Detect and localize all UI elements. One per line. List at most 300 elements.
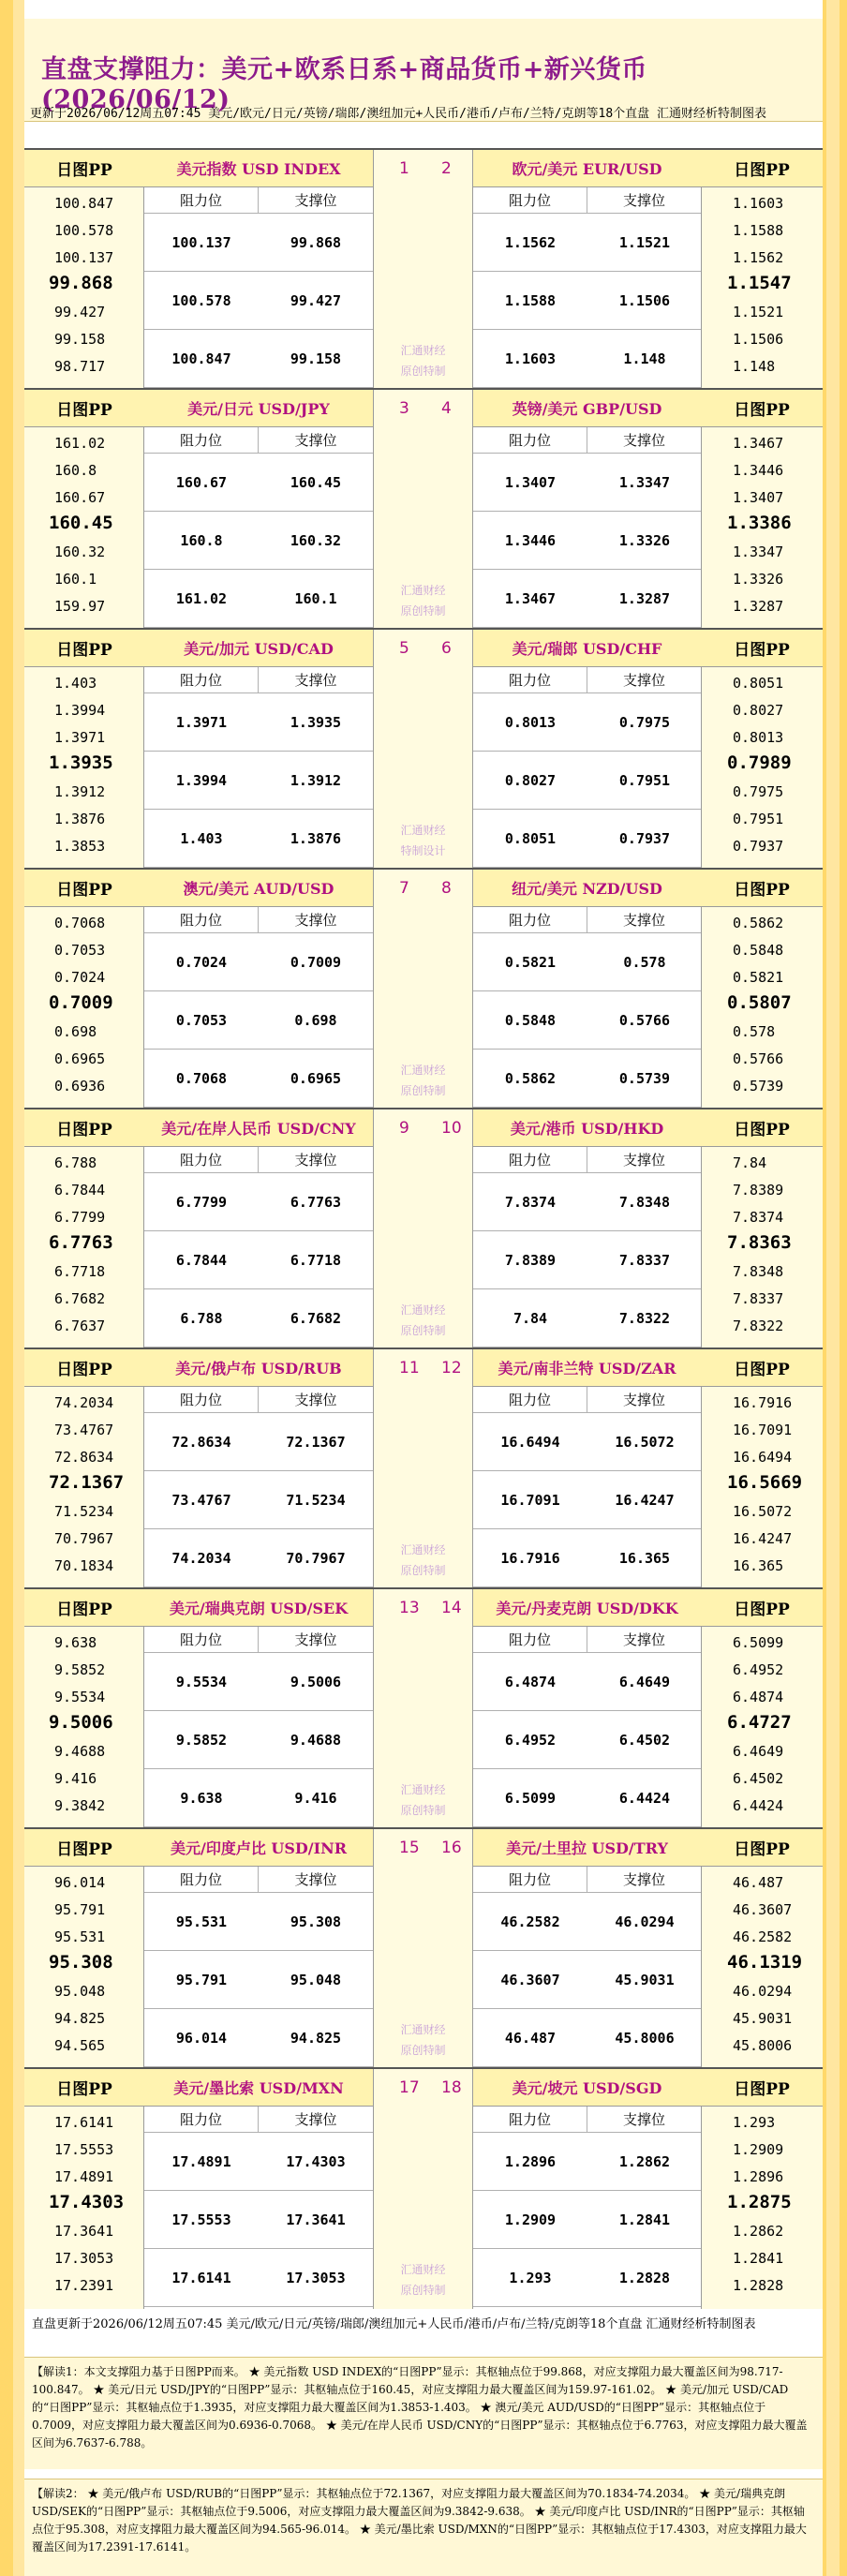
pp-header: 日图PP [701, 390, 823, 427]
support-value: 160.1 [294, 590, 337, 607]
support-value: 9.5006 [290, 1674, 342, 1690]
pair-block [24, 1108, 823, 1348]
pp-level: 9.5006 [49, 1712, 113, 1733]
watermark-text: 原创特制 [400, 2044, 446, 2057]
pp-level: 1.3971 [54, 729, 106, 746]
resistance-value: 160.8 [180, 532, 223, 549]
pair-number: 6 [441, 639, 452, 658]
support-value: 95.048 [290, 1972, 342, 1988]
resistance-header: 阻力位 [144, 2107, 259, 2133]
resistance-value: 1.403 [180, 830, 223, 847]
pp-level: 9.416 [54, 1770, 97, 1787]
pp-level: 16.5072 [733, 1503, 793, 1520]
resistance-value: 6.7844 [175, 1252, 228, 1269]
pair-name: 美元/日元 USD/JPY [144, 390, 373, 427]
pp-level: 1.1562 [733, 249, 784, 266]
resistance-value: 6.4952 [504, 1732, 557, 1749]
support-value: 0.7951 [618, 772, 671, 789]
pp-level: 0.5848 [733, 942, 784, 959]
support-value: 16.5072 [615, 1434, 675, 1451]
support-value: 1.2828 [618, 2270, 671, 2286]
pp-level: 1.3467 [733, 435, 784, 452]
watermark-text: 原创特制 [400, 365, 446, 378]
support-value: 99.427 [290, 292, 342, 309]
support-value: 99.158 [290, 350, 342, 367]
pp-level: 0.7053 [54, 942, 106, 959]
pp-level: 1.2841 [733, 2250, 784, 2267]
pp-level: 0.698 [54, 1023, 97, 1040]
pp-level: 0.8027 [733, 702, 784, 719]
pp-header: 日图PP [24, 1589, 144, 1627]
pp-level: 99.158 [54, 331, 106, 348]
pair-block [24, 1348, 823, 1587]
pp-level: 9.638 [54, 1634, 97, 1651]
pp-level: 95.531 [54, 1928, 106, 1945]
support-value: 16.365 [618, 1550, 671, 1567]
pp-level: 1.1521 [733, 304, 784, 320]
pp-level: 0.7024 [54, 969, 106, 986]
watermark-text: 汇通财经 [400, 584, 446, 597]
pp-level: 7.8389 [733, 1182, 784, 1199]
pp-level: 98.717 [54, 358, 106, 375]
pp-level: 1.293 [733, 2114, 776, 2131]
pair-number: 15 [399, 1839, 420, 1857]
watermark-text: 原创特制 [400, 1324, 446, 1337]
pp-level: 6.4874 [733, 1689, 784, 1705]
pp-level: 7.84 [733, 1154, 767, 1171]
pp-level: 9.5534 [54, 1689, 106, 1705]
support-value: 1.3935 [290, 714, 342, 731]
support-header: 支撑位 [259, 2107, 373, 2133]
pp-level: 16.6494 [733, 1449, 793, 1466]
support-value: 17.3053 [286, 2270, 346, 2286]
pp-level: 17.5553 [54, 2141, 114, 2158]
resistance-value: 1.3446 [504, 532, 557, 549]
pair-name: 澳元/美元 AUD/USD [144, 870, 373, 907]
resistance-value: 0.5862 [504, 1070, 557, 1087]
pp-level: 16.4247 [733, 1530, 793, 1547]
support-header: 支撑位 [587, 667, 701, 693]
resistance-value: 0.7068 [175, 1070, 228, 1087]
resistance-header: 阻力位 [473, 1387, 587, 1413]
pp-level: 1.3853 [54, 838, 106, 855]
pair-number: 13 [399, 1599, 420, 1617]
support-value: 6.7718 [290, 1252, 342, 1269]
resistance-value: 1.3467 [504, 590, 557, 607]
support-value: 0.578 [623, 954, 666, 971]
support-value: 45.8006 [615, 2030, 675, 2047]
pp-level: 6.5099 [733, 1634, 784, 1651]
support-value: 7.8348 [618, 1194, 671, 1211]
pp-level: 0.6936 [54, 1078, 106, 1094]
pp-level: 0.5739 [733, 1078, 784, 1094]
pp-header: 日图PP [24, 870, 144, 907]
pp-level: 46.487 [733, 1874, 784, 1891]
resistance-value: 1.3971 [175, 714, 228, 731]
pp-level: 94.565 [54, 2037, 106, 2054]
support-value: 6.4502 [618, 1732, 671, 1749]
pp-level: 0.5821 [733, 969, 784, 986]
support-value: 6.4649 [618, 1674, 671, 1690]
pp-level: 1.3994 [54, 702, 106, 719]
pp-header: 日图PP [701, 1109, 823, 1147]
resistance-header: 阻力位 [473, 1627, 587, 1653]
pair-name: 美元/港币 USD/HKD [473, 1109, 701, 1147]
pp-header: 日图PP [24, 390, 144, 427]
interpretation-note-2: 【解读2： ★ 美元/俄卢布 USD/RUB的“日图PP”显示：其枢轴点位于72.1367，对应支撑阻力最大覆盖区间为70.1834-74.2034。 ★ 美元/瑞典克朗 USD/SEK的“日图PP”显示：其枢轴点位于9.5006，对应支撑阻力最大覆盖区间为9.3842-9.638。 ★ 美元/印度卢比 USD/INR的“日图PP”显示：其枢轴点位于95.308，对应支撑阻力最大覆盖区间为94.565-96.014。 ★ 美元/墨比索 USD/MXN的“日图PP”显示：其枢轴点位于17.4303，对应支撑阻力最大覆盖区间为17.2391-17.6141。 [24, 2479, 823, 2576]
watermark-text: 特制设计 [400, 844, 446, 857]
pp-level: 99.427 [54, 304, 106, 320]
pp-level: 0.7951 [733, 811, 784, 827]
resistance-value: 6.5099 [504, 1790, 557, 1807]
pp-level: 1.3386 [727, 513, 792, 533]
resistance-value: 100.137 [171, 234, 231, 251]
pair-name: 美元指数 USD INDEX [144, 150, 373, 187]
resistance-value: 96.014 [175, 2030, 228, 2047]
pair-name: 美元/加元 USD/CAD [144, 630, 373, 667]
pp-level: 9.3842 [54, 1797, 106, 1814]
support-header: 支撑位 [259, 1147, 373, 1173]
pp-level: 0.7975 [733, 783, 784, 800]
pp-level: 160.45 [49, 513, 113, 533]
pp-header: 日图PP [701, 630, 823, 667]
support-header: 支撑位 [259, 1867, 373, 1893]
update-subtitle: 更新于2026/06/12周五07:45 美元/欧元/日元/英镑/瑞郎/澳纽加元+人民币/港币/卢布/兰特/克朗等18个直盘 汇通财经析特制图表 [30, 107, 766, 121]
pair-name: 美元/土里拉 USD/TRY [473, 1829, 701, 1867]
pp-level: 1.3407 [733, 489, 784, 506]
support-header: 支撑位 [587, 1627, 701, 1653]
support-header: 支撑位 [587, 1387, 701, 1413]
watermark-text: 原创特制 [400, 2284, 446, 2297]
pp-level: 16.5669 [727, 1472, 803, 1493]
pp-level: 6.7718 [54, 1263, 106, 1280]
resistance-value: 1.2909 [504, 2211, 557, 2228]
pp-level: 1.2828 [733, 2277, 784, 2294]
watermark-text: 汇通财经 [400, 1783, 446, 1796]
pp-level: 1.1547 [727, 273, 792, 293]
pair-block [24, 148, 823, 388]
resistance-header: 阻力位 [144, 1867, 259, 1893]
resistance-value: 72.8634 [171, 1434, 231, 1451]
pair-number: 7 [399, 879, 409, 898]
pp-level: 70.7967 [54, 1530, 114, 1547]
pair-name: 美元/瑞郎 USD/CHF [473, 630, 701, 667]
support-value: 99.868 [290, 234, 342, 251]
support-value: 7.8337 [618, 1252, 671, 1269]
pair-block [24, 628, 823, 868]
pp-level: 46.2582 [733, 1928, 793, 1945]
pair-name: 美元/丹麦克朗 USD/DKK [473, 1589, 701, 1627]
pp-level: 1.3935 [49, 752, 113, 773]
pp-header: 日图PP [701, 1829, 823, 1867]
resistance-value: 17.5553 [171, 2211, 231, 2228]
support-value: 71.5234 [286, 1492, 346, 1509]
pp-header: 日图PP [24, 1109, 144, 1147]
support-value: 1.3912 [290, 772, 342, 789]
pp-level: 17.3053 [54, 2250, 114, 2267]
pair-number: 2 [441, 159, 452, 178]
pp-level: 6.7637 [54, 1318, 106, 1334]
pp-level: 160.8 [54, 462, 97, 479]
pp-level: 159.97 [54, 598, 106, 615]
resistance-header: 阻力位 [144, 187, 259, 214]
resistance-value: 100.847 [171, 350, 231, 367]
resistance-value: 95.531 [175, 1913, 228, 1930]
pp-level: 17.3641 [54, 2223, 114, 2240]
resistance-value: 100.578 [171, 292, 231, 309]
pp-level: 6.7763 [49, 1232, 113, 1253]
support-value: 1.3876 [290, 830, 342, 847]
pp-header: 日图PP [701, 870, 823, 907]
pp-header: 日图PP [701, 150, 823, 187]
support-value: 6.7682 [290, 1310, 342, 1327]
pp-level: 6.4727 [727, 1712, 792, 1733]
pp-level: 6.7844 [54, 1182, 106, 1199]
pp-level: 0.8013 [733, 729, 784, 746]
resistance-value: 160.67 [175, 474, 228, 491]
pp-level: 46.0294 [733, 1983, 793, 2000]
pp-header: 日图PP [24, 150, 144, 187]
resistance-value: 7.8389 [504, 1252, 557, 1269]
pp-level: 1.3347 [733, 543, 784, 560]
pp-level: 0.6965 [54, 1050, 106, 1067]
resistance-value: 46.2582 [500, 1913, 560, 1930]
resistance-value: 0.7053 [175, 1012, 228, 1029]
support-header: 支撑位 [259, 907, 373, 933]
resistance-value: 1.1562 [504, 234, 557, 251]
pair-name: 美元/墨比索 USD/MXN [144, 2069, 373, 2107]
watermark-text: 汇通财经 [400, 2023, 446, 2036]
resistance-value: 46.3607 [500, 1972, 560, 1988]
resistance-header: 阻力位 [473, 2107, 587, 2133]
resistance-value: 161.02 [175, 590, 228, 607]
pp-level: 161.02 [54, 435, 106, 452]
resistance-header: 阻力位 [144, 1387, 259, 1413]
pp-level: 1.403 [54, 675, 97, 692]
support-value: 70.7967 [286, 1550, 346, 1567]
support-value: 46.0294 [615, 1913, 675, 1930]
pp-level: 95.048 [54, 1983, 106, 2000]
pair-block [24, 1827, 823, 2067]
pp-level: 72.1367 [49, 1472, 125, 1493]
pair-number: 11 [399, 1359, 420, 1377]
resistance-value: 1.1603 [504, 350, 557, 367]
support-value: 7.8322 [618, 1310, 671, 1327]
footer-update-line: 直盘更新于2026/06/12周五07:45 美元/欧元/日元/英镑/瑞郎/澳纽加元+人民币/港币/卢布/兰特/克朗等18个直盘 汇通财经析特制图表 [32, 2317, 756, 2331]
pp-level: 0.7009 [49, 992, 113, 1013]
pp-level: 99.868 [49, 273, 113, 293]
resistance-header: 阻力位 [473, 667, 587, 693]
pp-level: 1.2909 [733, 2141, 784, 2158]
support-value: 0.6965 [290, 1070, 342, 1087]
support-value: 94.825 [290, 2030, 342, 2047]
resistance-value: 95.791 [175, 1972, 228, 1988]
pp-level: 95.308 [49, 1952, 113, 1973]
resistance-header: 阻力位 [473, 1867, 587, 1893]
pair-number: 8 [441, 879, 452, 898]
resistance-value: 16.7091 [500, 1492, 560, 1509]
pp-level: 16.7916 [733, 1394, 793, 1411]
pp-level: 7.8322 [733, 1318, 784, 1334]
pp-level: 17.2391 [54, 2277, 114, 2294]
support-header: 支撑位 [587, 187, 701, 214]
support-value: 45.9031 [615, 1972, 675, 1988]
pp-level: 94.825 [54, 2010, 106, 2027]
pp-header: 日图PP [701, 2069, 823, 2107]
resistance-value: 7.8374 [504, 1194, 557, 1211]
support-value: 1.3347 [618, 474, 671, 491]
support-value: 1.3287 [618, 590, 671, 607]
pair-number: 14 [441, 1599, 462, 1617]
pp-header: 日图PP [24, 630, 144, 667]
resistance-value: 0.5848 [504, 1012, 557, 1029]
support-value: 6.7763 [290, 1194, 342, 1211]
support-value: 0.698 [294, 1012, 337, 1029]
resistance-value: 16.6494 [500, 1434, 560, 1451]
pp-level: 96.014 [54, 1874, 106, 1891]
pp-level: 1.2875 [727, 2192, 792, 2212]
interpretation-note-1: 【解读1：本文支撑阻力基于日图PP而来。 ★ 美元指数 USD INDEX的“日图PP”显示：其枢轴点位于99.868，对应支撑阻力最大覆盖区间为98.717-100.847。 ★ 美元/日元 USD/JPY的“日图PP”显示：其枢轴点位于160.45，对应支撑阻力最大覆盖区间为159.97-161.02。 ★ 美元/加元 USD/CAD的“日图PP”显示：其枢轴点位于1.3935，对应支撑阻力最大覆盖区间为1.3853-1.403。 ★ 澳元/美元 AUD/USD的“日图PP”显示：其枢轴点位于0.7009，对应支撑阻力最大覆盖区间为0.6936-0.7068。 ★ 美元/在岸人民币 USD/CNY的“日图PP”显示：其枢轴点位于6.7763，对应支撑阻力最大覆盖区间为6.7637-6.788。 [24, 2357, 823, 2469]
support-header: 支撑位 [587, 907, 701, 933]
pp-level: 17.4303 [49, 2192, 125, 2212]
pp-level: 46.1319 [727, 1952, 803, 1973]
pp-level: 160.1 [54, 571, 97, 588]
pp-level: 17.4891 [54, 2168, 114, 2185]
resistance-value: 74.2034 [171, 1550, 231, 1567]
support-header: 支撑位 [259, 1387, 373, 1413]
pair-number: 16 [441, 1839, 462, 1857]
pp-level: 1.3876 [54, 811, 106, 827]
pp-level: 6.7682 [54, 1290, 106, 1307]
pair-number: 4 [441, 399, 452, 418]
support-value: 16.4247 [615, 1492, 675, 1509]
support-header: 支撑位 [259, 1627, 373, 1653]
pp-level: 95.791 [54, 1901, 106, 1918]
pair-number: 9 [399, 1119, 409, 1138]
support-header: 支撑位 [587, 1867, 701, 1893]
watermark-text: 原创特制 [400, 604, 446, 618]
support-value: 0.7975 [618, 714, 671, 731]
pair-name: 美元/坡元 USD/SGD [473, 2069, 701, 2107]
pp-level: 160.67 [54, 489, 106, 506]
resistance-value: 0.8013 [504, 714, 557, 731]
pp-level: 0.5766 [733, 1050, 784, 1067]
resistance-value: 46.487 [504, 2030, 557, 2047]
resistance-value: 6.7799 [175, 1194, 228, 1211]
resistance-header: 阻力位 [473, 907, 587, 933]
pp-level: 45.9031 [733, 2010, 793, 2027]
support-header: 支撑位 [259, 187, 373, 214]
watermark-text: 汇通财经 [400, 824, 446, 837]
pp-header: 日图PP [24, 2069, 144, 2107]
pair-name: 欧元/美元 EUR/USD [473, 150, 701, 187]
pp-level: 1.1506 [733, 331, 784, 348]
pp-level: 71.5234 [54, 1503, 114, 1520]
resistance-value: 9.5852 [175, 1732, 228, 1749]
pp-header: 日图PP [701, 1349, 823, 1387]
resistance-value: 17.4891 [171, 2153, 231, 2170]
pp-level: 0.5862 [733, 915, 784, 931]
pp-level: 6.4424 [733, 1797, 784, 1814]
resistance-value: 6.788 [180, 1310, 223, 1327]
pair-number: 1 [399, 159, 409, 178]
pp-header: 日图PP [701, 1589, 823, 1627]
resistance-value: 73.4767 [171, 1492, 231, 1509]
resistance-value: 0.7024 [175, 954, 228, 971]
support-value: 1.148 [623, 350, 666, 367]
resistance-value: 6.4874 [504, 1674, 557, 1690]
pp-level: 7.8363 [727, 1232, 792, 1253]
resistance-value: 9.638 [180, 1790, 223, 1807]
support-value: 9.4688 [290, 1732, 342, 1749]
pair-block [24, 2067, 823, 2307]
pp-level: 9.4688 [54, 1743, 106, 1760]
resistance-header: 阻力位 [473, 427, 587, 454]
pair-name: 美元/俄卢布 USD/RUB [144, 1349, 373, 1387]
pair-name: 纽元/美元 NZD/USD [473, 870, 701, 907]
support-value: 17.3641 [286, 2211, 346, 2228]
support-header: 支撑位 [587, 1147, 701, 1173]
pp-level: 100.578 [54, 222, 114, 239]
resistance-value: 7.84 [513, 1310, 548, 1327]
support-value: 1.1521 [618, 234, 671, 251]
support-value: 72.1367 [286, 1434, 346, 1451]
support-value: 160.32 [290, 532, 342, 549]
pp-level: 1.1603 [733, 195, 784, 212]
pp-level: 6.4502 [733, 1770, 784, 1787]
pp-header: 日图PP [24, 1349, 144, 1387]
pp-level: 100.847 [54, 195, 114, 212]
support-value: 95.308 [290, 1913, 342, 1930]
pp-level: 1.3912 [54, 783, 106, 800]
resistance-value: 1.1588 [504, 292, 557, 309]
pp-level: 0.8051 [733, 675, 784, 692]
support-value: 0.5766 [618, 1012, 671, 1029]
watermark-text: 汇通财经 [400, 1303, 446, 1317]
pp-level: 45.8006 [733, 2037, 793, 2054]
pp-level: 17.6141 [54, 2114, 114, 2131]
pair-name: 英镑/美元 GBP/USD [473, 390, 701, 427]
resistance-value: 17.6141 [171, 2270, 231, 2286]
watermark-text: 汇通财经 [400, 1064, 446, 1077]
pair-name: 美元/南非兰特 USD/ZAR [473, 1349, 701, 1387]
resistance-value: 16.7916 [500, 1550, 560, 1567]
pair-number: 17 [399, 2078, 420, 2097]
pair-block [24, 388, 823, 628]
pp-level: 46.3607 [733, 1901, 793, 1918]
support-header: 支撑位 [259, 667, 373, 693]
pp-level: 1.2896 [733, 2168, 784, 2185]
pp-level: 0.7989 [727, 752, 792, 773]
resistance-value: 0.5821 [504, 954, 557, 971]
pp-level: 7.8374 [733, 1209, 784, 1226]
pp-level: 100.137 [54, 249, 114, 266]
pp-level: 1.3287 [733, 598, 784, 615]
pair-number: 18 [441, 2078, 462, 2097]
resistance-header: 阻力位 [144, 907, 259, 933]
support-value: 0.7009 [290, 954, 342, 971]
support-value: 1.3326 [618, 532, 671, 549]
pp-level: 7.8337 [733, 1290, 784, 1307]
pp-level: 0.578 [733, 1023, 776, 1040]
pp-level: 0.7068 [54, 915, 106, 931]
support-value: 1.2841 [618, 2211, 671, 2228]
support-value: 1.2862 [618, 2153, 671, 2170]
pp-level: 6.4952 [733, 1661, 784, 1678]
pp-level: 1.148 [733, 358, 776, 375]
support-header: 支撑位 [587, 427, 701, 454]
pp-level: 1.3446 [733, 462, 784, 479]
